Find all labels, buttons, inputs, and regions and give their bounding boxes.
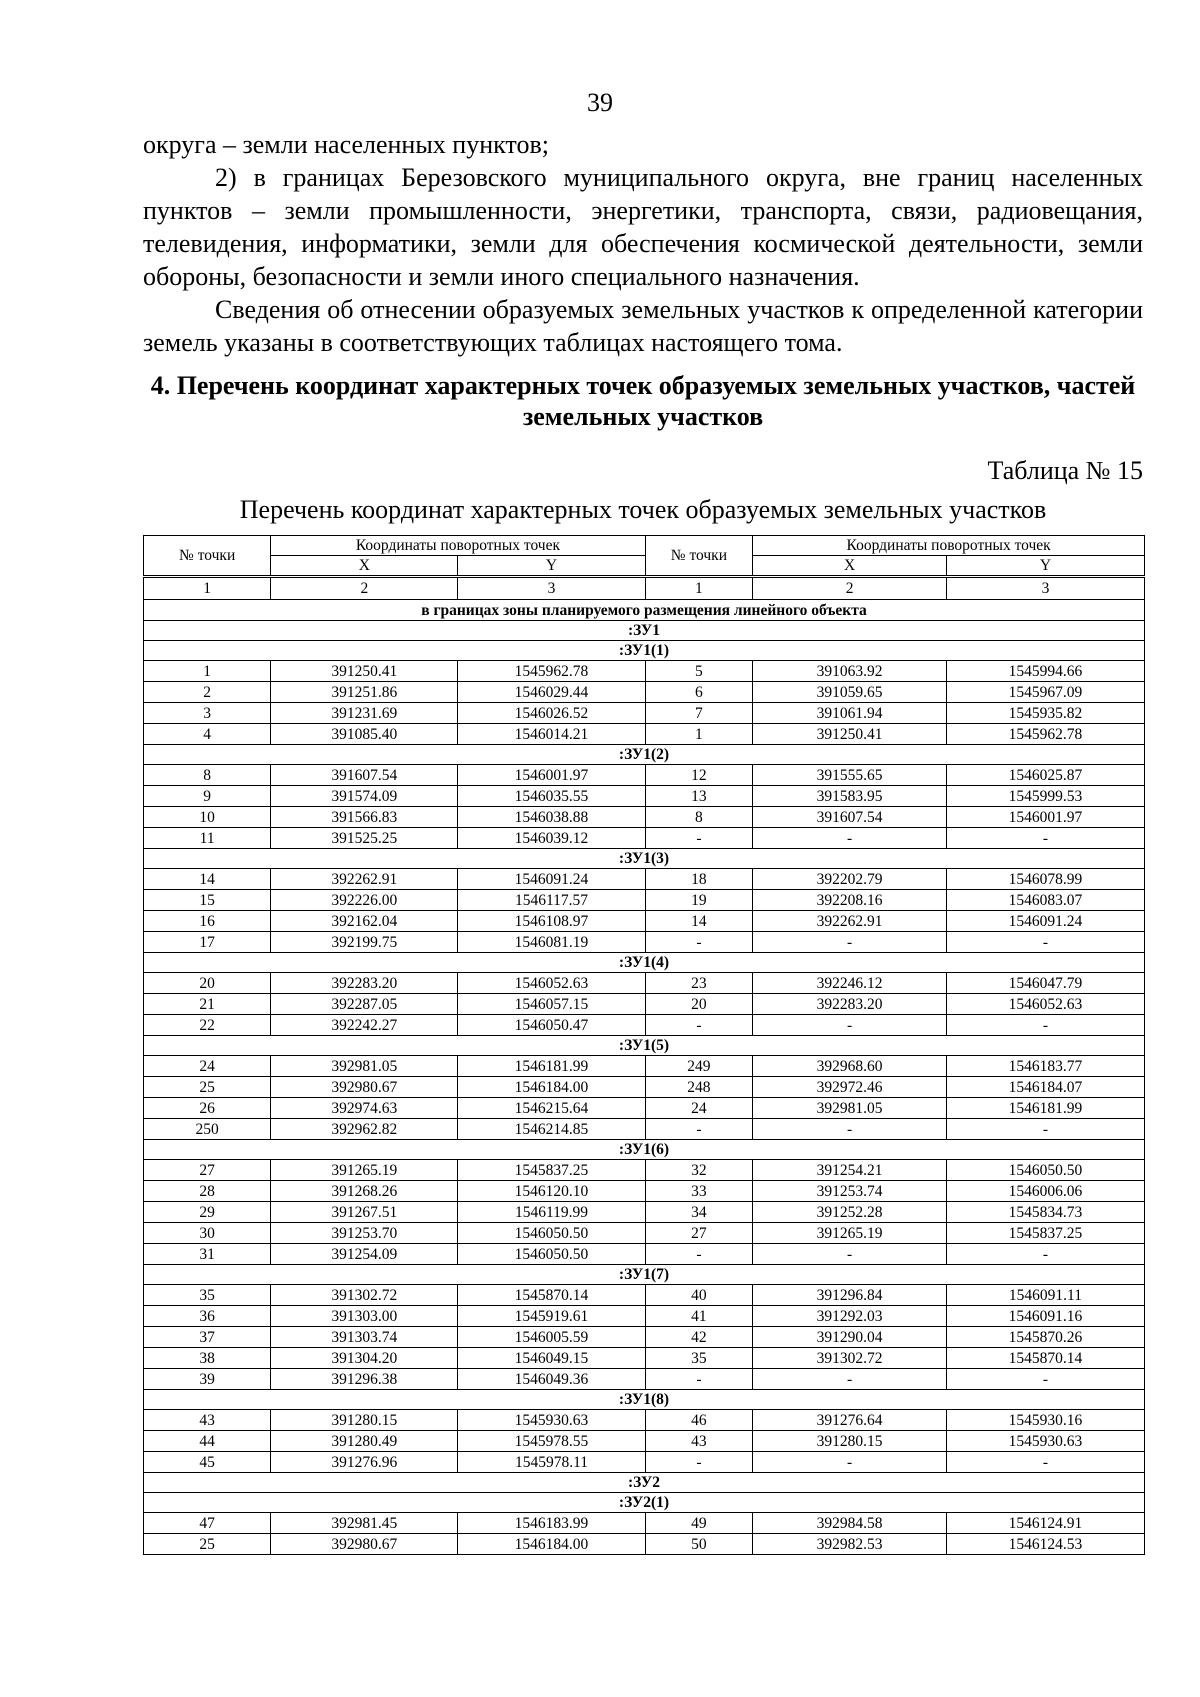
point-no-cell: 20 (144, 973, 271, 994)
table-row (144, 703, 1145, 724)
point-no-cell: - (645, 1369, 753, 1390)
y-cell: 1546081.19 (458, 932, 645, 953)
point-no-cell: 1 (645, 724, 753, 745)
point-no-cell: 24 (645, 1098, 753, 1119)
table-row (144, 1202, 1145, 1223)
x-cell: 391302.72 (753, 1348, 947, 1369)
x-cell: 392981.05 (753, 1098, 947, 1119)
y-cell: 1546120.10 (458, 1181, 645, 1202)
y-cell: 1546057.15 (458, 994, 645, 1015)
point-no-cell: 27 (144, 1160, 271, 1181)
x-cell: 391265.19 (753, 1223, 947, 1244)
point-no-cell: - (645, 932, 753, 953)
point-no-cell: 49 (645, 1513, 753, 1534)
section-title: :ЗУ2 (144, 1473, 1145, 1493)
point-no-cell: 6 (645, 682, 753, 703)
point-no-cell: 11 (144, 828, 271, 849)
y-cell: 1546049.15 (458, 1348, 645, 1369)
x-cell: 392246.12 (753, 973, 947, 994)
y-cell: 1546050.50 (458, 1244, 645, 1265)
y-cell: 1545994.66 (946, 661, 1144, 682)
y-cell: 1546108.97 (458, 911, 645, 932)
point-no-cell: 24 (144, 1056, 271, 1077)
point-no-cell: 23 (645, 973, 753, 994)
x-cell: 391061.94 (753, 703, 947, 724)
point-no-cell: 10 (144, 807, 271, 828)
paragraph: округа – земли населенных пунктов; (143, 130, 549, 159)
part-title-row (144, 1265, 1145, 1285)
x-cell: 392283.20 (271, 973, 458, 994)
section-title-row (144, 1473, 1145, 1493)
x-cell: 391268.26 (271, 1181, 458, 1202)
point-no-cell: 21 (144, 994, 271, 1015)
part-title: :ЗУ1(6) (144, 1140, 1145, 1160)
point-no-cell: 3 (144, 703, 271, 724)
x-cell: 391303.00 (271, 1306, 458, 1327)
body-text (143, 128, 1143, 359)
x-cell: 391276.96 (271, 1452, 458, 1473)
part-title-row (144, 849, 1145, 869)
y-cell: 1546029.44 (458, 682, 645, 703)
y-cell: 1546052.63 (946, 994, 1144, 1015)
x-cell: 391063.92 (753, 661, 947, 682)
y-cell: 1545834.73 (946, 1202, 1144, 1223)
part-title-row (144, 1493, 1145, 1513)
y-cell: 1546038.88 (458, 807, 645, 828)
x-cell: 391253.70 (271, 1223, 458, 1244)
point-no-cell: 25 (144, 1534, 271, 1555)
x-cell: 391296.38 (271, 1369, 458, 1390)
table-row (144, 1098, 1145, 1119)
table-caption: Перечень координат характерных точек образуемых земельных участков (239, 495, 1047, 524)
point-no-cell: 5 (645, 661, 753, 682)
table-row (144, 1181, 1145, 1202)
y-cell: 1546050.47 (458, 1015, 645, 1036)
y-cell: 1546078.99 (946, 869, 1144, 890)
zone-title-row (144, 600, 1145, 621)
x-cell: 391290.04 (753, 1327, 947, 1348)
header-point-no: № точки (144, 536, 271, 577)
part-title: :ЗУ1(5) (144, 1036, 1145, 1056)
y-cell: 1545962.78 (458, 661, 645, 682)
y-cell: 1546091.24 (458, 869, 645, 890)
table-row (144, 1056, 1145, 1077)
table-row (144, 724, 1145, 745)
y-cell: 1545870.26 (946, 1327, 1144, 1348)
y-cell: 1546184.07 (946, 1077, 1144, 1098)
table-row (144, 869, 1145, 890)
y-cell: 1545870.14 (946, 1348, 1144, 1369)
point-no-cell: 13 (645, 786, 753, 807)
y-cell: 1546184.00 (458, 1077, 645, 1098)
y-cell: 1546214.85 (458, 1119, 645, 1140)
y-cell: 1546006.06 (946, 1181, 1144, 1202)
y-cell: 1545930.16 (946, 1410, 1144, 1431)
point-no-cell: 29 (144, 1202, 271, 1223)
x-cell: 392242.27 (271, 1015, 458, 1036)
header-point-no: № точки (645, 536, 753, 577)
table-row (144, 1285, 1145, 1306)
point-no-cell: 27 (645, 1223, 753, 1244)
point-no-cell: - (645, 1119, 753, 1140)
x-cell: 391574.09 (271, 786, 458, 807)
point-no-cell: 32 (645, 1160, 753, 1181)
x-cell: 392984.58 (753, 1513, 947, 1534)
y-cell: - (946, 1369, 1144, 1390)
section-title: 4. Перечень координат характерных точек образуемых земельных участков, частей земельных участков (150, 371, 1136, 431)
part-title: :ЗУ1(7) (144, 1265, 1145, 1285)
point-no-cell: 250 (144, 1119, 271, 1140)
point-no-cell: 30 (144, 1223, 271, 1244)
x-cell: 391302.72 (271, 1285, 458, 1306)
table-row (144, 932, 1145, 953)
point-no-cell: - (645, 1452, 753, 1473)
y-cell: - (946, 1015, 1144, 1036)
x-cell: 391525.25 (271, 828, 458, 849)
x-cell: 391254.21 (753, 1160, 947, 1181)
table-row (144, 1015, 1145, 1036)
point-no-cell: 39 (144, 1369, 271, 1390)
table-row (144, 1306, 1145, 1327)
table-row (144, 890, 1145, 911)
x-cell: 392982.53 (753, 1534, 947, 1555)
point-no-cell: 37 (144, 1327, 271, 1348)
x-cell: - (753, 932, 947, 953)
y-cell: 1546181.99 (458, 1056, 645, 1077)
point-no-cell: 50 (645, 1534, 753, 1555)
column-number: 3 (458, 577, 645, 600)
point-no-cell: 43 (144, 1410, 271, 1431)
point-no-cell: 14 (645, 911, 753, 932)
x-cell: 391607.54 (753, 807, 947, 828)
x-cell: 391250.41 (271, 661, 458, 682)
y-cell: 1545978.11 (458, 1452, 645, 1473)
x-cell: 391265.19 (271, 1160, 458, 1181)
y-cell: 1546001.97 (946, 807, 1144, 828)
part-title: :ЗУ2(1) (144, 1493, 1145, 1513)
y-cell: 1546183.77 (946, 1056, 1144, 1077)
point-no-cell: 2 (144, 682, 271, 703)
header-y: Y (458, 556, 645, 577)
section-title: :ЗУ1 (144, 621, 1145, 641)
part-title-row (144, 745, 1145, 765)
point-no-cell: 45 (144, 1452, 271, 1473)
table-row (144, 1119, 1145, 1140)
header-x: X (753, 556, 947, 577)
point-no-cell: 12 (645, 765, 753, 786)
point-no-cell: 4 (144, 724, 271, 745)
y-cell: - (946, 1244, 1144, 1265)
x-cell: 391276.64 (753, 1410, 947, 1431)
column-number-row (144, 577, 1145, 600)
y-cell: 1546124.53 (946, 1534, 1144, 1555)
part-title: :ЗУ1(2) (144, 745, 1145, 765)
x-cell: 392199.75 (271, 932, 458, 953)
table-row (144, 807, 1145, 828)
point-no-cell: 1 (144, 661, 271, 682)
y-cell: - (946, 932, 1144, 953)
point-no-cell: 8 (144, 765, 271, 786)
point-no-cell: 22 (144, 1015, 271, 1036)
paragraph: 2) в границах Березовского муниципального округа, вне границ населенных пунктов – земли промышленности, энергетики, транспорта, связи, радиовещания, телевидения, информатики, земли для обеспечения космической деятельности, земли обороны, безопасности и земли иного специального назначения. (143, 163, 1143, 291)
x-cell: 391250.41 (753, 724, 947, 745)
zone-title: в границах зоны планируемого размещения линейного объекта (144, 600, 1145, 621)
y-cell: 1546049.36 (458, 1369, 645, 1390)
point-no-cell: 44 (144, 1431, 271, 1452)
header-x: X (271, 556, 458, 577)
x-cell: 392981.45 (271, 1513, 458, 1534)
table-row (144, 1327, 1145, 1348)
y-cell: 1545967.09 (946, 682, 1144, 703)
y-cell: 1546014.21 (458, 724, 645, 745)
y-cell: 1546091.16 (946, 1306, 1144, 1327)
y-cell: 1546005.59 (458, 1327, 645, 1348)
point-no-cell: 20 (645, 994, 753, 1015)
table-row (144, 1223, 1145, 1244)
x-cell: 392262.91 (753, 911, 947, 932)
x-cell: - (753, 1015, 947, 1036)
part-title-row (144, 641, 1145, 661)
column-number: 3 (946, 577, 1144, 600)
part-title-row (144, 1036, 1145, 1056)
point-no-cell: - (645, 1015, 753, 1036)
x-cell: 391296.84 (753, 1285, 947, 1306)
y-cell: - (946, 828, 1144, 849)
point-no-cell: 16 (144, 911, 271, 932)
x-cell: 391253.74 (753, 1181, 947, 1202)
x-cell: 391583.95 (753, 786, 947, 807)
point-no-cell: 25 (144, 1077, 271, 1098)
part-title-row (144, 1390, 1145, 1410)
point-no-cell: 38 (144, 1348, 271, 1369)
y-cell: 1545919.61 (458, 1306, 645, 1327)
table-row (144, 1410, 1145, 1431)
table-header-row (144, 556, 1145, 577)
y-cell: - (946, 1119, 1144, 1140)
point-no-cell: 26 (144, 1098, 271, 1119)
x-cell: 392981.05 (271, 1056, 458, 1077)
y-cell: 1545837.25 (946, 1223, 1144, 1244)
x-cell: 392202.79 (753, 869, 947, 890)
x-cell: 392208.16 (753, 890, 947, 911)
x-cell: - (753, 1119, 947, 1140)
y-cell: 1546091.11 (946, 1285, 1144, 1306)
x-cell: 392262.91 (271, 869, 458, 890)
y-cell: 1546026.52 (458, 703, 645, 724)
table-row (144, 973, 1145, 994)
x-cell: 391566.83 (271, 807, 458, 828)
table-row (144, 1348, 1145, 1369)
point-no-cell: 8 (645, 807, 753, 828)
part-title: :ЗУ1(1) (144, 641, 1145, 661)
point-no-cell: 33 (645, 1181, 753, 1202)
y-cell: 1546124.91 (946, 1513, 1144, 1534)
x-cell: - (753, 1244, 947, 1265)
y-cell: 1545837.25 (458, 1160, 645, 1181)
table-row (144, 1534, 1145, 1555)
x-cell: - (753, 1369, 947, 1390)
y-cell: 1546050.50 (946, 1160, 1144, 1181)
part-title: :ЗУ1(8) (144, 1390, 1145, 1410)
y-cell: 1546183.99 (458, 1513, 645, 1534)
y-cell: 1546001.97 (458, 765, 645, 786)
point-no-cell: 249 (645, 1056, 753, 1077)
y-cell: 1546083.07 (946, 890, 1144, 911)
x-cell: 391059.65 (753, 682, 947, 703)
x-cell: 391292.03 (753, 1306, 947, 1327)
x-cell: 391252.28 (753, 1202, 947, 1223)
paragraph: Сведения об отнесении образуемых земельных участков к определенной категории земель указаны в соответствующих таблицах настоящего тома. (143, 295, 1143, 357)
point-no-cell: 14 (144, 869, 271, 890)
point-no-cell: - (645, 1244, 753, 1265)
y-cell: 1546117.57 (458, 890, 645, 911)
point-no-cell: 34 (645, 1202, 753, 1223)
y-cell: 1546215.64 (458, 1098, 645, 1119)
x-cell: 391267.51 (271, 1202, 458, 1223)
section-title-row (144, 621, 1145, 641)
point-no-cell: 18 (645, 869, 753, 890)
table-row (144, 1431, 1145, 1452)
x-cell: 391555.65 (753, 765, 947, 786)
column-number: 2 (753, 577, 947, 600)
table-row (144, 661, 1145, 682)
point-no-cell: 19 (645, 890, 753, 911)
table-row (144, 828, 1145, 849)
x-cell: 391254.09 (271, 1244, 458, 1265)
table-row (144, 682, 1145, 703)
table-row (144, 1513, 1145, 1534)
table-row (144, 1160, 1145, 1181)
point-no-cell: 46 (645, 1410, 753, 1431)
point-no-cell: 31 (144, 1244, 271, 1265)
y-cell: 1545978.55 (458, 1431, 645, 1452)
point-no-cell: 15 (144, 890, 271, 911)
part-title-row (144, 1140, 1145, 1160)
y-cell: 1545930.63 (946, 1431, 1144, 1452)
table-row (144, 765, 1145, 786)
y-cell: 1546035.55 (458, 786, 645, 807)
y-cell: 1545930.63 (458, 1410, 645, 1431)
x-cell: 392980.67 (271, 1534, 458, 1555)
point-no-cell: 248 (645, 1077, 753, 1098)
x-cell: 391303.74 (271, 1327, 458, 1348)
y-cell: 1545962.78 (946, 724, 1144, 745)
x-cell: 392974.63 (271, 1098, 458, 1119)
column-number: 1 (645, 577, 753, 600)
table-row (144, 786, 1145, 807)
y-cell: 1546181.99 (946, 1098, 1144, 1119)
point-no-cell: 47 (144, 1513, 271, 1534)
x-cell: 391607.54 (271, 765, 458, 786)
point-no-cell: 40 (645, 1285, 753, 1306)
part-title-row (144, 953, 1145, 973)
point-no-cell: 28 (144, 1181, 271, 1202)
point-no-cell: 42 (645, 1327, 753, 1348)
x-cell: 391231.69 (271, 703, 458, 724)
x-cell: 392162.04 (271, 911, 458, 932)
x-cell: 392283.20 (753, 994, 947, 1015)
x-cell: 391280.15 (271, 1410, 458, 1431)
y-cell: 1546050.50 (458, 1223, 645, 1244)
x-cell: 391280.49 (271, 1431, 458, 1452)
x-cell: 392972.46 (753, 1077, 947, 1098)
point-no-cell: 36 (144, 1306, 271, 1327)
y-cell: 1546039.12 (458, 828, 645, 849)
x-cell: 392226.00 (271, 890, 458, 911)
y-cell: 1545935.82 (946, 703, 1144, 724)
point-no-cell: 41 (645, 1306, 753, 1327)
x-cell: 391280.15 (753, 1431, 947, 1452)
y-cell: 1546052.63 (458, 973, 645, 994)
point-no-cell: 43 (645, 1431, 753, 1452)
point-no-cell: 35 (144, 1285, 271, 1306)
part-title: :ЗУ1(3) (144, 849, 1145, 869)
x-cell: 392287.05 (271, 994, 458, 1015)
x-cell: - (753, 828, 947, 849)
table-row (144, 1244, 1145, 1265)
x-cell: 392980.67 (271, 1077, 458, 1098)
coordinates-table (143, 535, 1145, 1555)
part-title: :ЗУ1(4) (144, 953, 1145, 973)
y-cell: 1546025.87 (946, 765, 1144, 786)
x-cell: 392968.60 (753, 1056, 947, 1077)
header-coords: Координаты поворотных точек (271, 536, 645, 556)
coordinates-table-body (144, 536, 1145, 1555)
page-number: 39 (587, 88, 613, 117)
point-no-cell: 9 (144, 786, 271, 807)
x-cell: - (753, 1452, 947, 1473)
header-coords: Координаты поворотных точек (753, 536, 1145, 556)
y-cell: 1546047.79 (946, 973, 1144, 994)
y-cell: 1545870.14 (458, 1285, 645, 1306)
point-no-cell: 17 (144, 932, 271, 953)
x-cell: 391251.86 (271, 682, 458, 703)
table-row (144, 994, 1145, 1015)
table-header-row (144, 536, 1145, 556)
table-row (144, 1369, 1145, 1390)
column-number: 1 (144, 577, 271, 600)
x-cell: 391085.40 (271, 724, 458, 745)
header-y: Y (946, 556, 1144, 577)
point-no-cell: 35 (645, 1348, 753, 1369)
y-cell: 1546119.99 (458, 1202, 645, 1223)
y-cell: - (946, 1452, 1144, 1473)
y-cell: 1546184.00 (458, 1534, 645, 1555)
y-cell: 1546091.24 (946, 911, 1144, 932)
point-no-cell: 7 (645, 703, 753, 724)
x-cell: 391304.20 (271, 1348, 458, 1369)
table-row (144, 911, 1145, 932)
y-cell: 1545999.53 (946, 786, 1144, 807)
x-cell: 392962.82 (271, 1119, 458, 1140)
table-row (144, 1077, 1145, 1098)
table-number: Таблица № 15 (987, 456, 1143, 485)
point-no-cell: - (645, 828, 753, 849)
table-row (144, 1452, 1145, 1473)
column-number: 2 (271, 577, 458, 600)
